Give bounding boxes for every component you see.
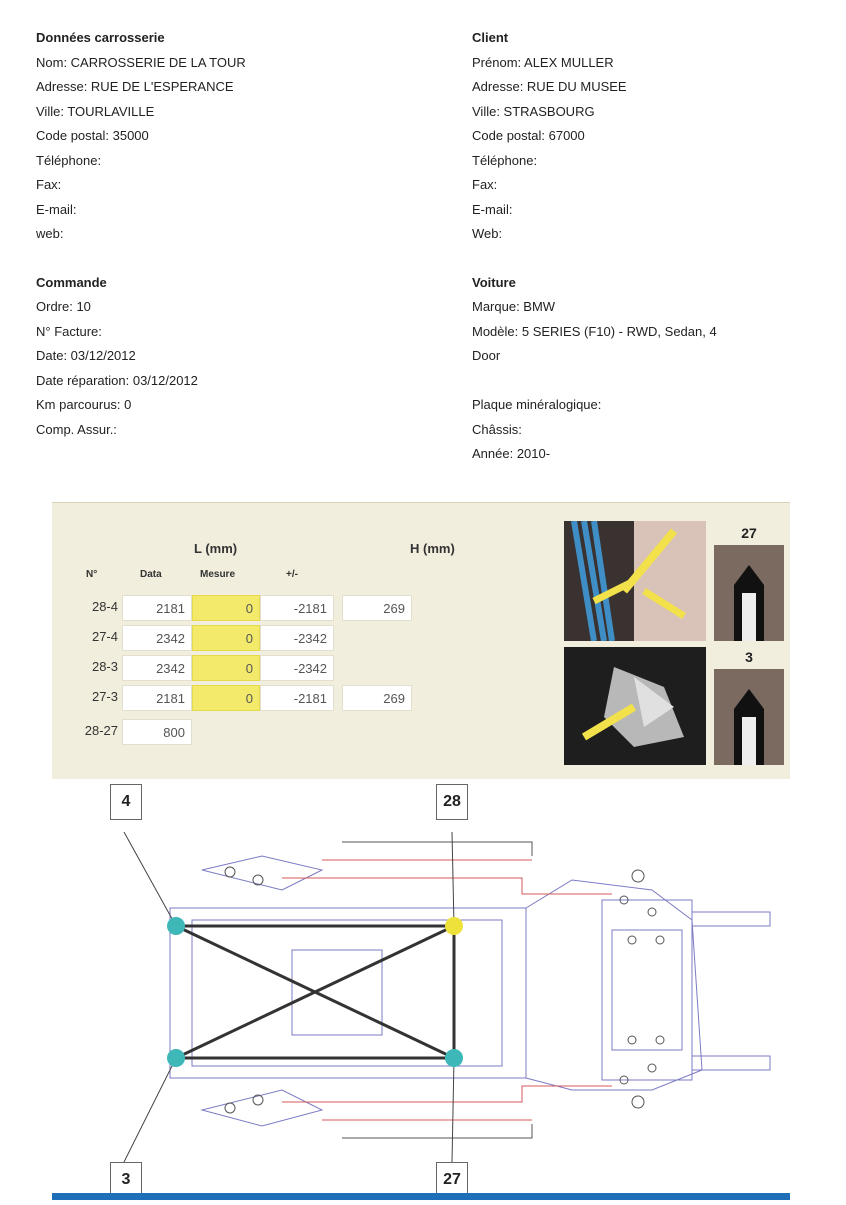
- measurement-photo-top: [564, 521, 706, 641]
- footer-bar: [52, 1193, 790, 1200]
- mesure-cell[interactable]: 0: [192, 685, 260, 711]
- carrosserie-line: web:: [36, 226, 64, 241]
- client-line: Fax:: [472, 177, 498, 192]
- data-cell: 2181: [122, 685, 192, 711]
- voiture-line: Plaque minéralogique:: [472, 397, 602, 412]
- carrosserie-line: Ville: TOURLAVILLE: [36, 103, 155, 119]
- client-line: Code postal: 67000: [472, 128, 585, 143]
- point-label-27: 27: [436, 1162, 468, 1198]
- measurement-tool-thumb-bottom: [714, 669, 784, 765]
- chassis-diagram: [52, 780, 790, 1200]
- subheader-no: N°: [86, 569, 98, 580]
- client-line: Ville: STRASBOURG: [472, 103, 595, 119]
- header-height: H (mm): [410, 541, 455, 556]
- measurement-panel: [52, 502, 790, 779]
- measure-point-27[interactable]: [445, 1049, 463, 1067]
- client-heading: Client: [472, 30, 509, 45]
- row-id: 27-4: [91, 629, 118, 644]
- measurement-photo-bottom: [564, 647, 706, 765]
- point-label-4: 4: [110, 784, 142, 820]
- client-line: Web:: [472, 226, 503, 241]
- carrosserie-line: Fax:: [36, 177, 62, 192]
- client-line: Téléphone:: [472, 152, 538, 168]
- measure-point-3[interactable]: [167, 1049, 185, 1067]
- client-line: Prénom: ALEX MULLER: [472, 54, 614, 70]
- row-id: 28-4: [91, 599, 118, 614]
- voiture-line: Marque: BMW: [472, 299, 556, 314]
- data-cell: 2181: [122, 595, 192, 621]
- measure-point-28[interactable]: [445, 917, 463, 935]
- commande-line: Date réparation: 03/12/2012: [36, 372, 198, 388]
- commande-line: N° Facture:: [36, 323, 102, 339]
- voiture-heading: Voiture: [472, 274, 516, 290]
- carrosserie-info: [36, 26, 416, 442]
- diff-cell: -2342: [260, 655, 334, 681]
- mesure-cell[interactable]: 0: [192, 595, 260, 621]
- carrosserie-line: E-mail:: [36, 201, 77, 217]
- chassis-drawing: [52, 780, 790, 1200]
- subheader-data: Data: [140, 569, 162, 580]
- row-id: 27-3: [91, 689, 118, 704]
- carrosserie-line: Code postal: 35000: [36, 128, 149, 143]
- commande-line: Comp. Assur.:: [36, 421, 117, 437]
- header-length: L (mm): [194, 541, 238, 556]
- height-cell[interactable]: 269: [342, 685, 412, 711]
- carrosserie-line: Adresse: RUE DE L'ESPERANCE: [36, 79, 234, 94]
- measurement-tool-thumb-top: [714, 545, 784, 641]
- row-id: 28-27: [84, 723, 118, 738]
- measure-point-4[interactable]: [167, 917, 185, 935]
- client-info: [472, 26, 846, 467]
- data-cell: 800: [122, 719, 192, 745]
- carrosserie-line: Nom: CARROSSERIE DE LA TOUR: [36, 54, 246, 70]
- height-cell[interactable]: 269: [342, 595, 412, 621]
- voiture-line: Modèle: 5 SERIES (F10) - RWD, Sedan, 4: [472, 323, 717, 339]
- carrosserie-line: Téléphone:: [36, 152, 102, 168]
- commande-line: Date: 03/12/2012: [36, 348, 136, 363]
- voiture-line: Année: 2010-: [472, 446, 551, 461]
- mesure-cell[interactable]: 0: [192, 655, 260, 681]
- voiture-line: Door: [472, 348, 501, 363]
- thumb-number-top: 27: [741, 525, 757, 541]
- subheader-mesure: Mesure: [200, 569, 236, 580]
- row-id: 28-3: [91, 659, 118, 674]
- thumb-number-bottom: 3: [745, 649, 753, 665]
- data-cell: 2342: [122, 625, 192, 651]
- commande-line: Ordre: 10: [36, 299, 91, 314]
- mesure-cell[interactable]: 0: [192, 625, 260, 651]
- voiture-line: [472, 369, 846, 394]
- point-label-28: 28: [436, 784, 468, 820]
- client-line: Adresse: RUE DU MUSEE: [472, 79, 627, 94]
- diff-cell: -2342: [260, 625, 334, 651]
- client-line: E-mail:: [472, 201, 513, 217]
- subheader-diff: +/-: [286, 569, 298, 580]
- commande-heading: Commande: [36, 274, 107, 290]
- point-label-3: 3: [110, 1162, 142, 1198]
- voiture-line: Châssis:: [472, 421, 522, 437]
- diff-cell: -2181: [260, 595, 334, 621]
- data-cell: 2342: [122, 655, 192, 681]
- carrosserie-heading: Données carrosserie: [36, 30, 165, 45]
- commande-line: Km parcourus: 0: [36, 397, 132, 412]
- diff-cell: -2181: [260, 685, 334, 711]
